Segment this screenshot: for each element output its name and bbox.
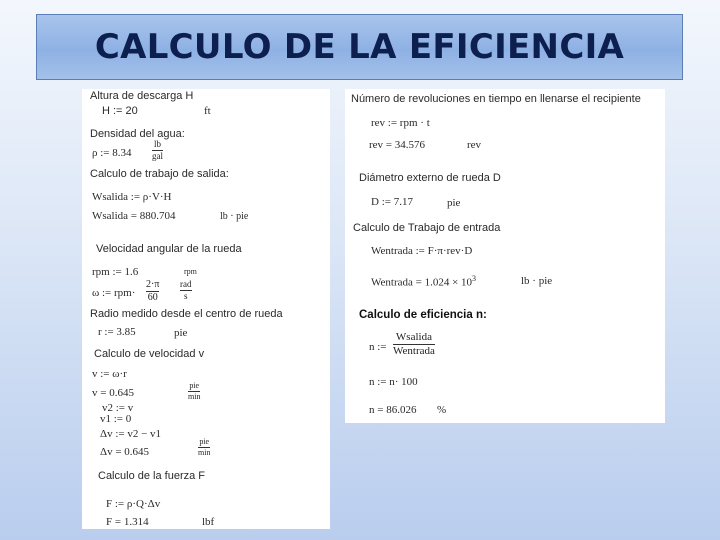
wsalida-definition: Wsalida := ρ·V·H [92, 191, 172, 203]
omega-definition: ω := rpm· [92, 287, 136, 299]
omega-unit-fraction [180, 280, 192, 301]
wentrada-unit: lb · pie [521, 275, 553, 287]
H-definition: H := 20 [102, 105, 138, 117]
n-percent-definition: n := n· 100 [369, 376, 418, 388]
dv-unit-num: pie [199, 437, 210, 446]
dv-result: Δv = 0.645 [100, 446, 150, 458]
rev-definition: rev := rpm · t [371, 117, 430, 129]
omega-fraction [146, 280, 159, 303]
rho-definition: ρ := 8.34 [92, 147, 132, 159]
revoluciones-heading: Número de revoluciones en tiempo en llenarse el recipiente [351, 93, 641, 105]
dv-definition: Δv := v2 − v1 [100, 428, 162, 440]
n-result: n = 86.026 [369, 404, 417, 416]
wentrada-definition: Wentrada := F·π·rev·D [371, 245, 473, 257]
D-definition: D := 7.17 [371, 196, 413, 208]
v-result: v = 0.645 [92, 387, 134, 399]
n-unit: % [437, 404, 447, 416]
title-banner [36, 14, 683, 80]
rev-result: rev = 34.576 [369, 139, 425, 151]
trabajo-salida-heading: Calculo de trabajo de salida: [90, 168, 229, 180]
fuerza-heading: Calculo de la fuerza F [98, 470, 205, 482]
rho-unit-den: gal [152, 151, 163, 161]
F-definition: F := ρ·Q·Δv [106, 498, 161, 510]
v2-definition: v2 := v [102, 402, 134, 414]
rpm-unit: rpm [184, 267, 197, 276]
wentrada-result-exponent: 3 [472, 274, 477, 283]
wentrada-result-mantissa: Wentrada = 1.024 × 10 [371, 276, 473, 289]
omega-unit-den: s [183, 291, 188, 301]
v-definition: v := ω·r [92, 368, 127, 380]
dv-unit-fraction [198, 438, 210, 457]
velocidad-heading: Calculo de velocidad v [94, 348, 205, 360]
altura-heading: Altura de descarga H [90, 90, 194, 102]
densidad-heading: Densidad del agua: [90, 128, 185, 140]
n-num: Wsalida [395, 331, 432, 343]
radio-heading: Radio medido desde el centro de rueda [90, 308, 283, 320]
rpm-definition: rpm := 1.6 [92, 266, 139, 278]
v-unit-fraction [188, 382, 200, 401]
wsalida-unit: lb · pie [220, 211, 249, 222]
r-unit: pie [174, 327, 188, 339]
D-unit: pie [447, 197, 461, 209]
F-result: F = 1.314 [106, 516, 149, 528]
H-unit: ft [204, 105, 211, 117]
slide-title: CALCULO DE LA EFICIENCIA [94, 27, 625, 67]
velocidad-angular-heading: Velocidad angular de la rueda [96, 243, 242, 255]
right-calculation-panel [345, 89, 665, 423]
v1-definition: v1 := 0 [100, 413, 132, 425]
omega-unit-num: rad [180, 279, 192, 289]
diametro-heading: Diámetro externo de rueda D [359, 172, 501, 184]
n-den: Wentrada [393, 345, 435, 357]
r-definition: r := 3.85 [98, 326, 136, 338]
F-unit: lbf [202, 516, 215, 528]
dv-unit-den: min [198, 448, 211, 457]
left-calculation-panel [82, 89, 330, 529]
rev-unit: rev [467, 139, 482, 151]
n-fraction [393, 332, 435, 357]
omega-den: 60 [147, 292, 158, 303]
rho-unit-num: lb [153, 139, 161, 149]
rho-unit-fraction [152, 140, 163, 161]
omega-num: 2·π [146, 279, 160, 290]
n-definition-lhs: n := [369, 341, 387, 353]
v-unit-den: min [188, 392, 201, 401]
eficiencia-heading: Calculo de eficiencia n: [359, 309, 487, 321]
wsalida-result: Wsalida = 880.704 [92, 210, 176, 222]
wentrada-result [371, 275, 476, 289]
v-unit-num: pie [189, 381, 200, 390]
trabajo-entrada-heading: Calculo de Trabajo de entrada [353, 222, 501, 234]
